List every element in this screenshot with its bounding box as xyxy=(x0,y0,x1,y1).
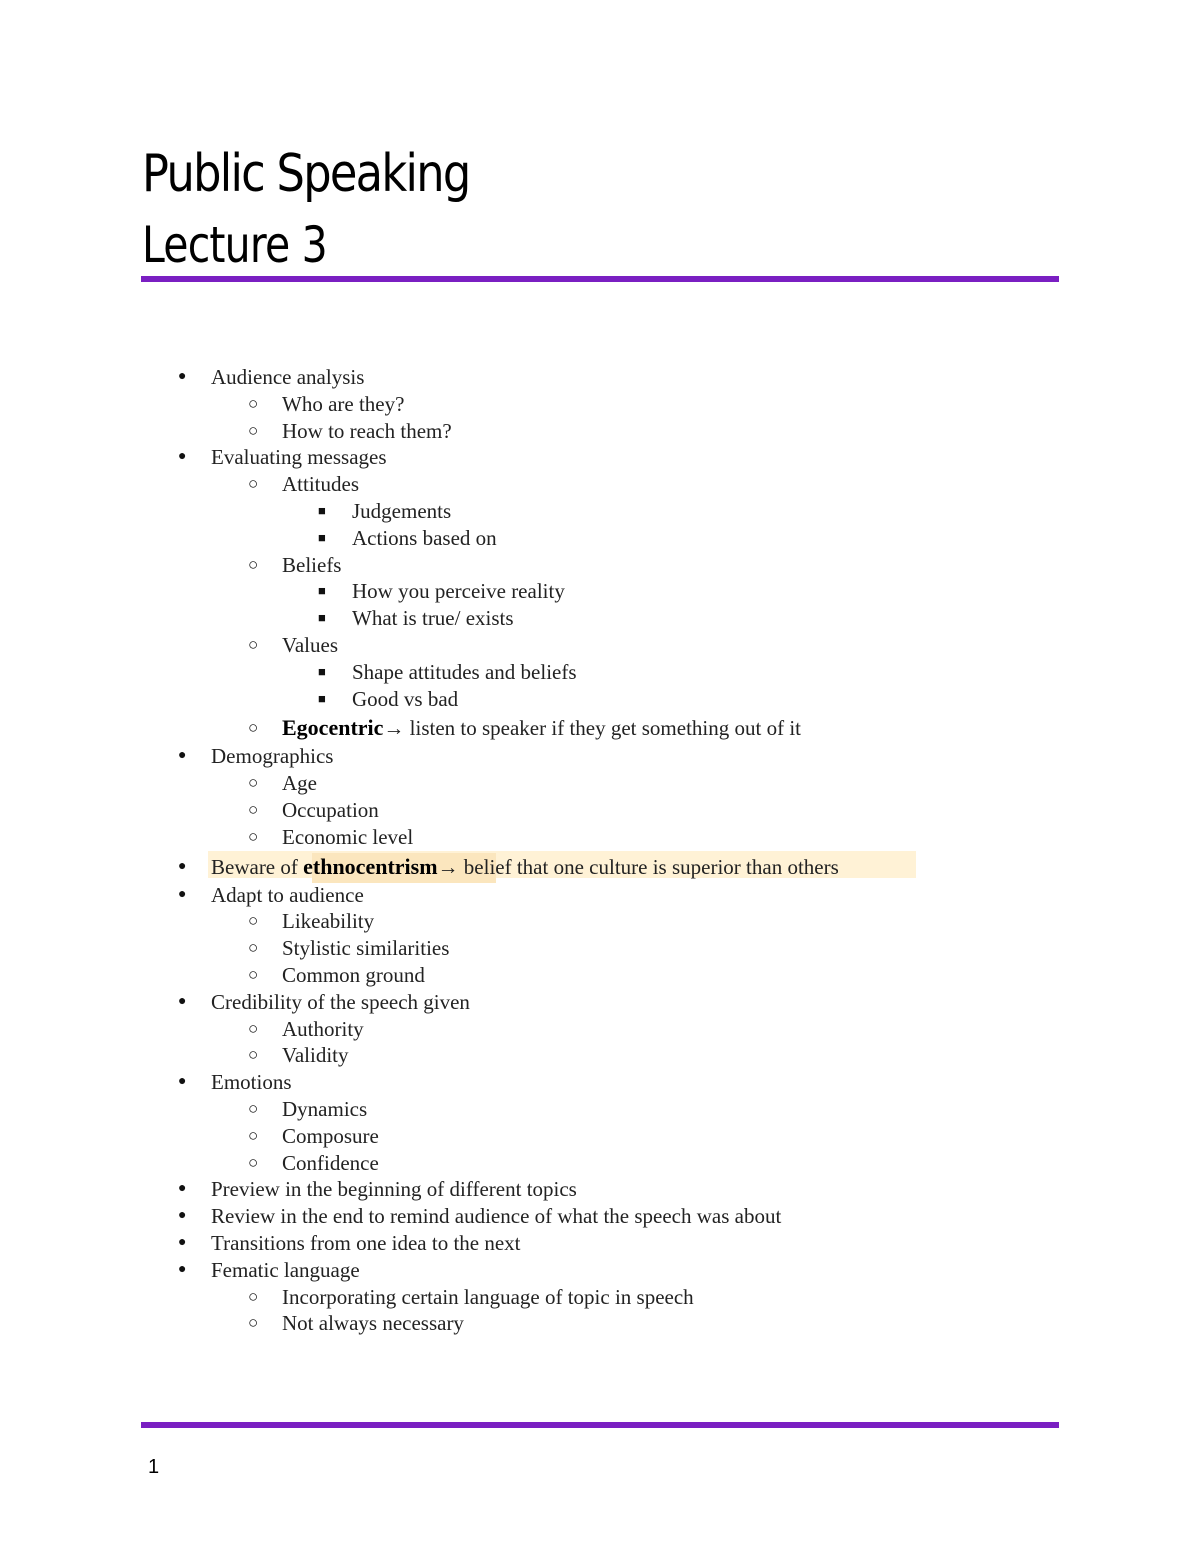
list-item-text xyxy=(211,1230,521,1257)
list-item-body: Common ground xyxy=(282,962,425,987)
page-number: 1 xyxy=(148,1456,160,1478)
key-term: ethnocentrism xyxy=(303,853,438,879)
lecture-notes-list xyxy=(0,364,1200,1337)
list-item-text xyxy=(352,498,451,525)
list-item-body: Composure xyxy=(282,1123,379,1148)
list-item xyxy=(0,1123,1200,1150)
list-item xyxy=(0,1150,1200,1177)
list-item-body: → belief that one culture is superior than others xyxy=(437,854,839,879)
key-term: Egocentric xyxy=(282,715,384,741)
list-item-text xyxy=(282,632,338,659)
bullet-icon: ■ xyxy=(318,610,326,626)
list-item-body: → listen to speaker if they get something out of it xyxy=(383,716,801,741)
bullet-icon: ■ xyxy=(318,529,326,545)
bullet-icon: ○ xyxy=(248,1098,259,1118)
bullet-icon: ○ xyxy=(248,420,259,440)
list-item xyxy=(0,743,1200,770)
bullet-icon: ● xyxy=(178,886,187,902)
list-item-body: Emotions xyxy=(211,1070,292,1095)
list-item-text xyxy=(282,1016,364,1043)
list-item-text xyxy=(282,1123,379,1150)
list-item-text xyxy=(352,659,577,686)
list-item xyxy=(0,908,1200,935)
list-item-body: Economic level xyxy=(282,824,414,849)
bullet-icon: ○ xyxy=(248,1286,259,1306)
list-item-text xyxy=(211,882,364,909)
list-item xyxy=(0,364,1200,391)
bullet-icon: ○ xyxy=(248,1045,259,1065)
bullet-icon: ○ xyxy=(248,1125,259,1145)
list-item xyxy=(0,935,1200,962)
bullet-icon: ■ xyxy=(318,502,326,518)
list-item xyxy=(0,659,1200,686)
list-item-text xyxy=(211,1069,292,1096)
list-item-text xyxy=(282,908,374,935)
list-item-body: Good vs bad xyxy=(352,686,459,711)
list-item-body: Credibility of the speech given xyxy=(211,989,470,1014)
bullet-icon: ● xyxy=(178,449,187,465)
list-item-text xyxy=(282,770,317,797)
list-item-body: Incorporating certain language of topic in speech xyxy=(282,1284,694,1309)
list-item-body: Shape attitudes and beliefs xyxy=(352,659,577,684)
list-item-text xyxy=(282,1042,349,1069)
list-item-body: How to reach them? xyxy=(282,418,452,443)
list-item xyxy=(0,770,1200,797)
list-item-text xyxy=(282,1096,367,1123)
list-item-text xyxy=(211,851,839,883)
list-item-body: Confidence xyxy=(282,1150,379,1175)
list-item-body: Transitions from one idea to the next xyxy=(211,1230,521,1255)
bullet-icon: ○ xyxy=(248,938,259,958)
bullet-icon: ○ xyxy=(248,826,259,846)
list-item-text xyxy=(352,578,565,605)
list-item-text xyxy=(282,1150,379,1177)
list-item-body: Values xyxy=(282,632,338,657)
bullet-icon: ○ xyxy=(248,799,259,819)
list-item-text xyxy=(282,418,452,445)
list-item xyxy=(0,686,1200,713)
list-item xyxy=(0,851,1200,882)
list-item-text xyxy=(282,391,404,418)
list-item-body: Authority xyxy=(282,1016,364,1041)
list-item-text xyxy=(282,797,379,824)
bullet-icon: ● xyxy=(178,369,187,384)
bullet-icon: ○ xyxy=(248,718,259,738)
list-item-prefix: Beware of xyxy=(211,854,304,879)
list-item-body: Beliefs xyxy=(282,552,342,577)
bullet-icon: ● xyxy=(178,1181,187,1197)
list-item-body: Preview in the beginning of different topics xyxy=(211,1177,577,1202)
list-item xyxy=(0,525,1200,552)
list-item-body: Fematic language xyxy=(211,1257,360,1282)
bullet-icon: ○ xyxy=(248,773,259,793)
list-item-text xyxy=(211,444,387,471)
list-item-body: Audience analysis xyxy=(211,365,365,389)
bullet-icon: ● xyxy=(178,1234,187,1250)
bullet-icon: ○ xyxy=(248,1018,259,1038)
list-item-text xyxy=(282,962,425,989)
list-item xyxy=(0,712,1200,743)
list-item-text xyxy=(211,1176,577,1203)
list-item-text xyxy=(282,712,801,744)
list-item-text xyxy=(211,743,333,770)
list-item xyxy=(0,471,1200,498)
list-item xyxy=(0,632,1200,659)
list-item-body: Age xyxy=(282,771,317,796)
list-item-text xyxy=(282,552,341,579)
list-item-text xyxy=(352,605,514,632)
list-item-text xyxy=(211,364,364,391)
bullet-icon: ● xyxy=(178,858,187,874)
list-item xyxy=(0,605,1200,632)
list-item-body: Actions based on xyxy=(352,525,497,550)
bullet-icon: ● xyxy=(178,1261,187,1277)
list-item-body: Not always necessary xyxy=(282,1311,464,1336)
list-item-body: Likeability xyxy=(282,909,375,934)
list-item xyxy=(0,1176,1200,1203)
bullet-icon: ■ xyxy=(318,690,326,706)
list-item xyxy=(0,989,1200,1016)
list-item-text xyxy=(211,1257,360,1284)
list-item-body: Validity xyxy=(282,1043,349,1068)
footer-rule xyxy=(141,1422,1059,1428)
list-item-text xyxy=(282,824,413,851)
list-item-body: Stylistic similarities xyxy=(282,936,450,961)
bullet-icon: ○ xyxy=(248,1152,259,1172)
bullet-icon: ○ xyxy=(248,964,259,984)
list-item-body: What is true/ exists xyxy=(352,606,514,631)
bullet-icon: ○ xyxy=(248,554,259,574)
list-item xyxy=(0,1096,1200,1123)
list-item xyxy=(0,1284,1200,1311)
list-item-text xyxy=(352,686,458,713)
list-item-body: Review in the end to remind audience of what the speech was about xyxy=(211,1204,782,1229)
bullet-icon: ○ xyxy=(248,474,259,494)
list-item-body: Adapt to audience xyxy=(211,882,364,907)
list-item xyxy=(0,578,1200,605)
document-subtitle: Lecture 3 xyxy=(142,216,327,274)
list-item xyxy=(0,797,1200,824)
list-item xyxy=(0,418,1200,445)
list-item-body: Who are they? xyxy=(282,391,405,416)
list-item xyxy=(0,882,1200,909)
list-item xyxy=(0,1230,1200,1257)
list-item-text xyxy=(211,989,470,1016)
bullet-icon: ○ xyxy=(248,1313,259,1333)
list-item-body: Attitudes xyxy=(282,472,359,497)
list-item-body: Judgements xyxy=(352,498,452,523)
bullet-icon: ● xyxy=(178,748,187,764)
list-item xyxy=(0,1310,1200,1337)
list-item-body: Dynamics xyxy=(282,1096,368,1121)
list-item-text xyxy=(282,1284,694,1311)
list-item xyxy=(0,962,1200,989)
bullet-icon: ○ xyxy=(248,634,259,654)
list-item-body: How you perceive reality xyxy=(352,579,565,604)
list-item-text xyxy=(352,525,497,552)
list-item-body: Demographics xyxy=(211,744,334,769)
list-item xyxy=(0,1016,1200,1043)
list-item-text xyxy=(282,471,359,498)
bullet-icon: ● xyxy=(178,1208,187,1224)
list-item-text xyxy=(282,935,449,962)
list-item xyxy=(0,552,1200,579)
list-item-body: Occupation xyxy=(282,797,379,822)
header-rule xyxy=(141,276,1059,282)
bullet-icon: ○ xyxy=(248,393,259,413)
list-item xyxy=(0,391,1200,418)
list-item xyxy=(0,1042,1200,1069)
bullet-icon: ■ xyxy=(318,583,326,599)
list-item xyxy=(0,1257,1200,1284)
bullet-icon: ■ xyxy=(318,663,326,679)
bullet-icon: ○ xyxy=(248,911,259,931)
bullet-icon: ● xyxy=(178,993,187,1009)
list-item xyxy=(0,1203,1200,1230)
list-item xyxy=(0,444,1200,471)
list-item-body: Evaluating messages xyxy=(211,445,387,470)
list-item xyxy=(0,498,1200,525)
list-item-text xyxy=(282,1310,464,1337)
document-title: Public Speaking xyxy=(142,144,470,204)
bullet-icon: ● xyxy=(178,1074,187,1090)
list-item xyxy=(0,824,1200,851)
list-item-text xyxy=(211,1203,781,1230)
list-item xyxy=(0,1069,1200,1096)
